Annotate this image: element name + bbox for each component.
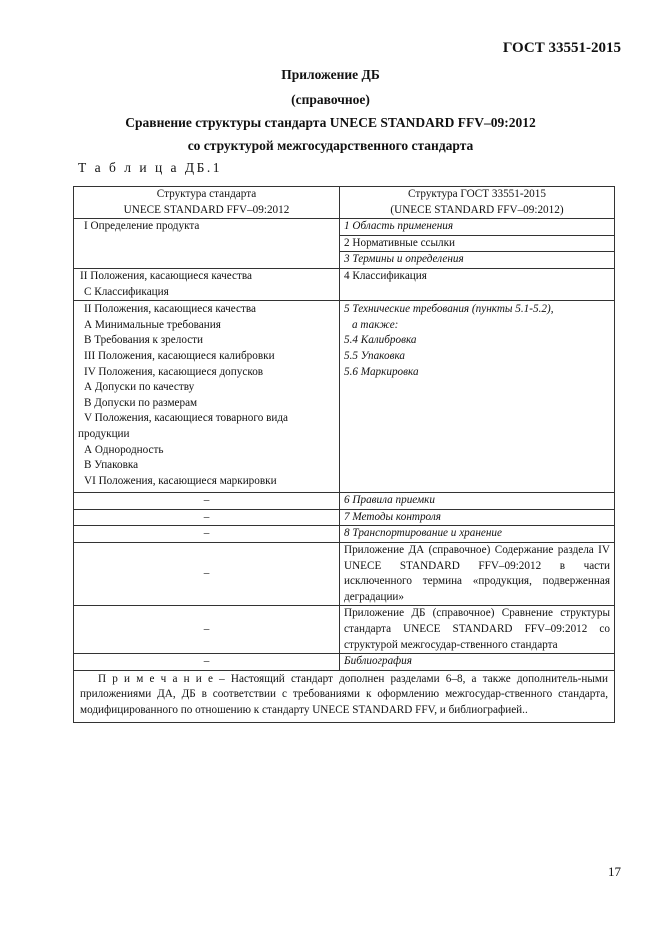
cell-line: А Минимальные требования <box>84 318 221 331</box>
row5-right <box>340 509 615 526</box>
col1-header-line: UNECE STANDARD FFV–09:2012 <box>123 203 290 216</box>
table-note <box>74 670 615 722</box>
appendix-heading-line1: Сравнение структуры стандарта UNECE STANDARD FFV–09:2012 <box>125 115 536 130</box>
cell-line: I Определение продукта <box>84 220 200 233</box>
appendix-type: (справочное) <box>291 92 370 107</box>
comparison-table <box>73 186 615 723</box>
cell-line: 5.4 Калибровка <box>344 334 417 347</box>
table-header-row <box>74 187 615 219</box>
col2-header-line: Структура ГОСТ 33551-2015 <box>408 188 546 200</box>
table-row <box>74 493 615 510</box>
table-row <box>74 543 615 606</box>
cell-line: А Однородность <box>84 443 164 456</box>
table-note-row <box>74 670 615 722</box>
table-row <box>74 606 615 654</box>
table-row <box>74 301 615 493</box>
table-row <box>74 268 615 300</box>
cell-line: 4 Классификация <box>344 269 427 282</box>
dash-cell: – <box>74 509 340 526</box>
cell-line: В Упаковка <box>84 459 139 472</box>
row7-right: Приложение ДА (справочное) Содержание раздела IV UNECE STANDARD FFV–09:2012 в части исключенного термина «продукция, подверженная деградации» <box>340 543 615 606</box>
cell-line: С Классификация <box>84 285 169 298</box>
page-number: 17 <box>608 864 621 879</box>
cell-line: В Требования к зрелости <box>84 334 204 347</box>
standard-number: ГОСТ 33551-2015 <box>502 40 621 56</box>
dash-cell: – <box>74 493 340 510</box>
col2-header <box>340 187 615 219</box>
cell-line: 7 Методы контроля <box>344 510 441 523</box>
appendix-heading-line2: со структурой межгосударственного стандарта <box>187 138 474 153</box>
cell-line: VI Положения, касающиеся маркировки <box>84 474 277 487</box>
cell-line: 5.6 Маркировка <box>344 365 419 378</box>
col1-header <box>74 187 340 219</box>
table-caption: Т а б л и ц а ДБ.1 <box>78 160 222 175</box>
cell-line: II Положения, касающиеся качества <box>84 303 256 316</box>
cell-line: В Допуски по размерам <box>84 396 198 409</box>
cell-line: 3 Термины и определения <box>340 251 614 268</box>
table-row <box>74 654 615 671</box>
cell-line: продукции <box>78 427 130 440</box>
table-row <box>74 526 615 543</box>
row8-right: Приложение ДБ (справочное) Сравнение структуры стандарта UNECE STANDARD FFV–09:2012 со структурой межгосудар-ственного стандарта <box>340 606 615 654</box>
note-label: П р и м е ч а н и е <box>98 672 213 685</box>
dash-cell: – <box>74 543 340 606</box>
dash-cell: – <box>74 606 340 654</box>
row6-right <box>340 526 615 543</box>
cell-line: 2 Нормативные ссылки <box>340 235 614 252</box>
cell-line: IV Положения, касающиеся допусков <box>84 365 264 378</box>
note-text: – Настоящий стандарт дополнен разделами 6–8, а также дополнитель-ными приложениями ДА, ДБ в соответствии с требованиями к оформлению межгосудар-ственного стандарта, модифицированного по отношению к стандарту UNECE STANDARD FFV, и библиографией.. <box>80 672 608 716</box>
cell-line: а также: <box>352 318 399 331</box>
row2-right <box>340 268 615 300</box>
table-row <box>74 219 615 269</box>
dash-cell: – <box>74 526 340 543</box>
col2-header-line: (UNECE STANDARD FFV–09:2012) <box>390 203 564 216</box>
cell-line: Библиография <box>344 655 412 668</box>
cell-line: 6 Правила приемки <box>344 494 435 507</box>
cell-line: V Положения, касающиеся товарного вида <box>84 412 289 425</box>
cell-line: II Положения, касающиеся качества <box>80 269 252 282</box>
table-row <box>74 509 615 526</box>
row9-right <box>340 654 615 671</box>
row1-left <box>74 219 340 269</box>
cell-line: 1 Область применения <box>344 220 454 233</box>
cell-line: 5 Технические требования (пункты 5.1-5.2), <box>344 303 554 316</box>
row3-left <box>74 301 340 493</box>
row3-right <box>340 301 615 493</box>
cell-line: А Допуски по качеству <box>84 381 195 394</box>
row4-right <box>340 493 615 510</box>
cell-line: 5.5 Упаковка <box>344 349 405 362</box>
dash-cell: – <box>74 654 340 671</box>
row2-left <box>74 268 340 300</box>
col1-header-line: Структура стандарта <box>156 188 257 200</box>
appendix-title: Приложение ДБ <box>281 67 380 82</box>
cell-line: III Положения, касающиеся калибровки <box>84 349 275 362</box>
cell-line: 8 Транспортирование и хранение <box>344 527 502 540</box>
row1-right <box>340 219 615 269</box>
